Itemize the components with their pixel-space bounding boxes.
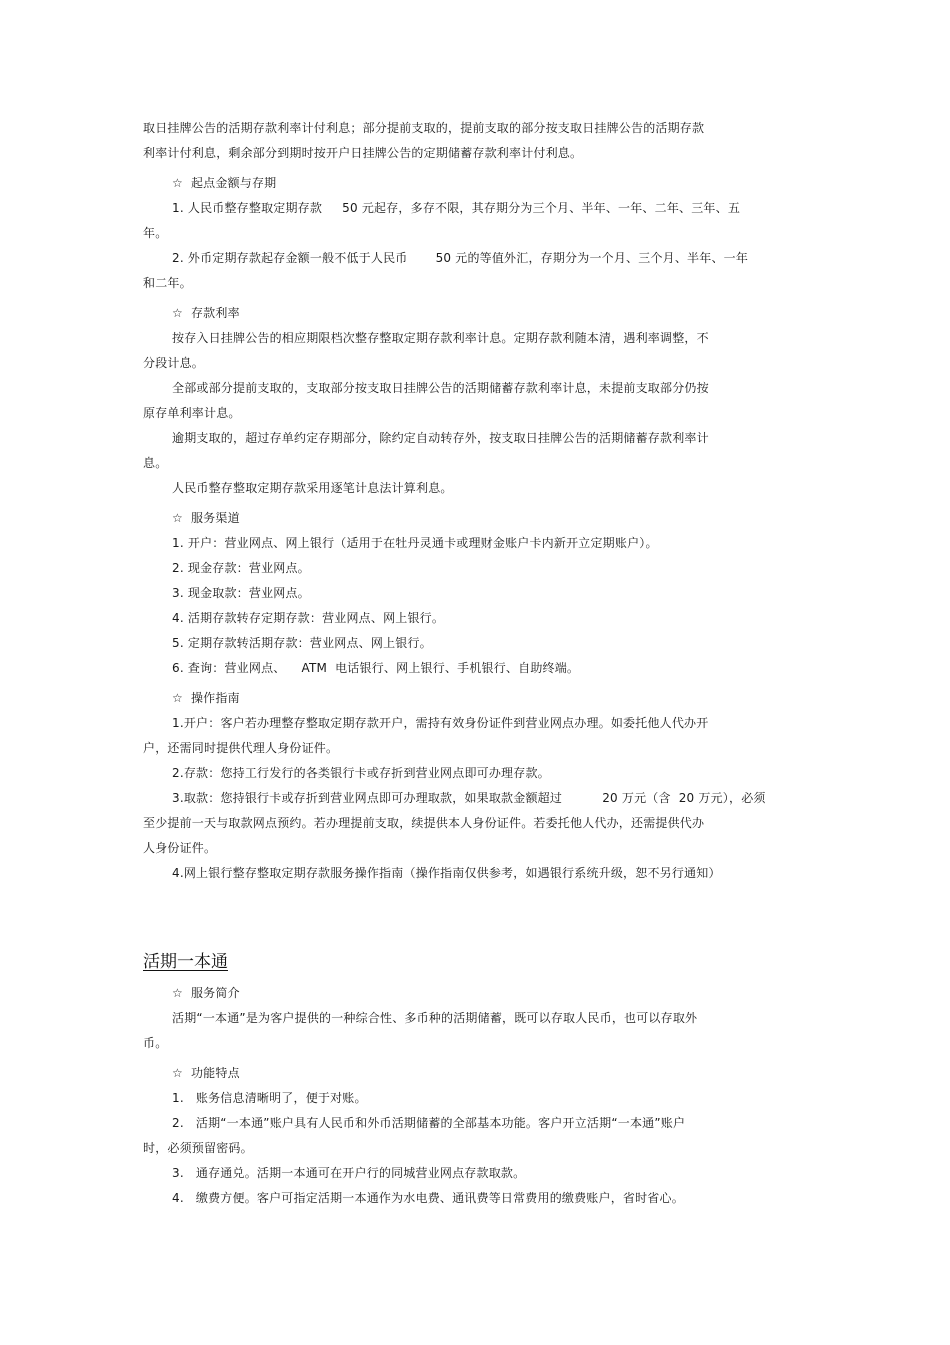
text-line: 利率计付利息，剩余部分到期时按开户日挂牌公告的定期储蓄存款利率计付利息。 (143, 146, 583, 160)
text-line: 币。 (143, 1036, 168, 1050)
text-line: 5. 定期存款转活期存款：营业网点、网上银行。 (172, 636, 432, 650)
text-line: 1.开户：客户若办理整存整取定期存款开户，需持有效身份证件到营业网点办理。如委托他人代办开 (172, 716, 709, 730)
text-line: 分段计息。 (143, 356, 205, 370)
section-heading: ☆ 功能特点 (172, 1066, 240, 1080)
text-line: 活期“一本通”是为客户提供的一种综合性、多币种的活期储蓄，既可以存取人民币，也可以存取外 (172, 1011, 698, 1025)
text-line: 4. 缴费方便。客户可指定活期一本通作为水电费、通讯费等日常费用的缴费账户，省时省心。 (172, 1191, 684, 1205)
text-line: 息。 (143, 456, 168, 470)
text-line: 户，还需同时提供代理人身份证件。 (143, 741, 339, 755)
text-line: 3.取款：您持银行卡或存折到营业网点即可办理取款，如果取款金额超过 20 万元（含 20 万元），必须 (172, 791, 766, 805)
text-line: 1. 账务信息清晰明了，便于对账。 (172, 1091, 367, 1105)
section-heading: ☆ 存款利率 (172, 306, 240, 320)
section-heading: ☆ 服务渠道 (172, 511, 240, 525)
text-line: 年。 (143, 226, 168, 240)
text-line: 1. 人民币整存整取定期存款 50 元起存，多存不限，其存期分为三个月、半年、一年、二年、三年、五 (172, 201, 741, 215)
section-heading: ☆ 服务简介 (172, 986, 240, 1000)
text-line: 1. 开户：营业网点、网上银行（适用于在牡丹灵通卡或理财金账户卡内新开立定期账户）。 (172, 536, 658, 550)
text-line: 和二年。 (143, 276, 192, 290)
text-line: 至少提前一天与取款网点预约。若办理提前支取，续提供本人身份证件。若委托他人代办，还需提供代办 (143, 816, 705, 830)
section-heading: ☆ 起点金额与存期 (172, 176, 277, 190)
text-line: 4.网上银行整存整取定期存款服务操作指南（操作指南仅供参考，如遇银行系统升级，恕不另行通知） (172, 866, 721, 880)
text-line: 人民币整存整取定期存款采用逐笔计息法计算利息。 (172, 481, 453, 495)
text-line: 2. 外币定期存款起存金额一般不低于人民币 50 元的等值外汇，存期分为一个月、三个月、半年、一年 (172, 251, 749, 265)
text-line: 取日挂牌公告的活期存款利率计付利息；部分提前支取的，提前支取的部分按支取日挂牌公告的活期存款 (143, 121, 705, 135)
text-line: 3. 通存通兑。活期一本通可在开户行的同城营业网点存款取款。 (172, 1166, 526, 1180)
section-heading: ☆ 操作指南 (172, 691, 240, 705)
section-title: 活期一本通 (143, 952, 228, 972)
text-line: 2. 活期“一本通”账户具有人民币和外币活期储蓄的全部基本功能。客户开立活期“一本通”账户 (172, 1116, 686, 1130)
text-line: 时，必须预留密码。 (143, 1141, 253, 1155)
text-line: 4. 活期存款转存定期存款：营业网点、网上银行。 (172, 611, 445, 625)
text-line: 6. 查询：营业网点、 ATM 电话银行、网上银行、手机银行、自助终端。 (172, 661, 580, 675)
text-line: 原存单利率计息。 (143, 406, 241, 420)
text-line: 2. 现金存款：营业网点。 (172, 561, 310, 575)
text-line: 按存入日挂牌公告的相应期限档次整存整取定期存款利率计息。定期存款利随本清，遇利率调整，不 (172, 331, 709, 345)
text-line: 3. 现金取款：营业网点。 (172, 586, 310, 600)
text-line: 全部或部分提前支取的，支取部分按支取日挂牌公告的活期储蓄存款利率计息，未提前支取部分仍按 (172, 381, 709, 395)
text-line: 人身份证件。 (143, 841, 217, 855)
text-line: 2.存款：您持工行发行的各类银行卡或存折到营业网点即可办理存款。 (172, 766, 550, 780)
text-line: 逾期支取的，超过存单约定存期部分，除约定自动转存外，按支取日挂牌公告的活期储蓄存款利率计 (172, 431, 709, 445)
